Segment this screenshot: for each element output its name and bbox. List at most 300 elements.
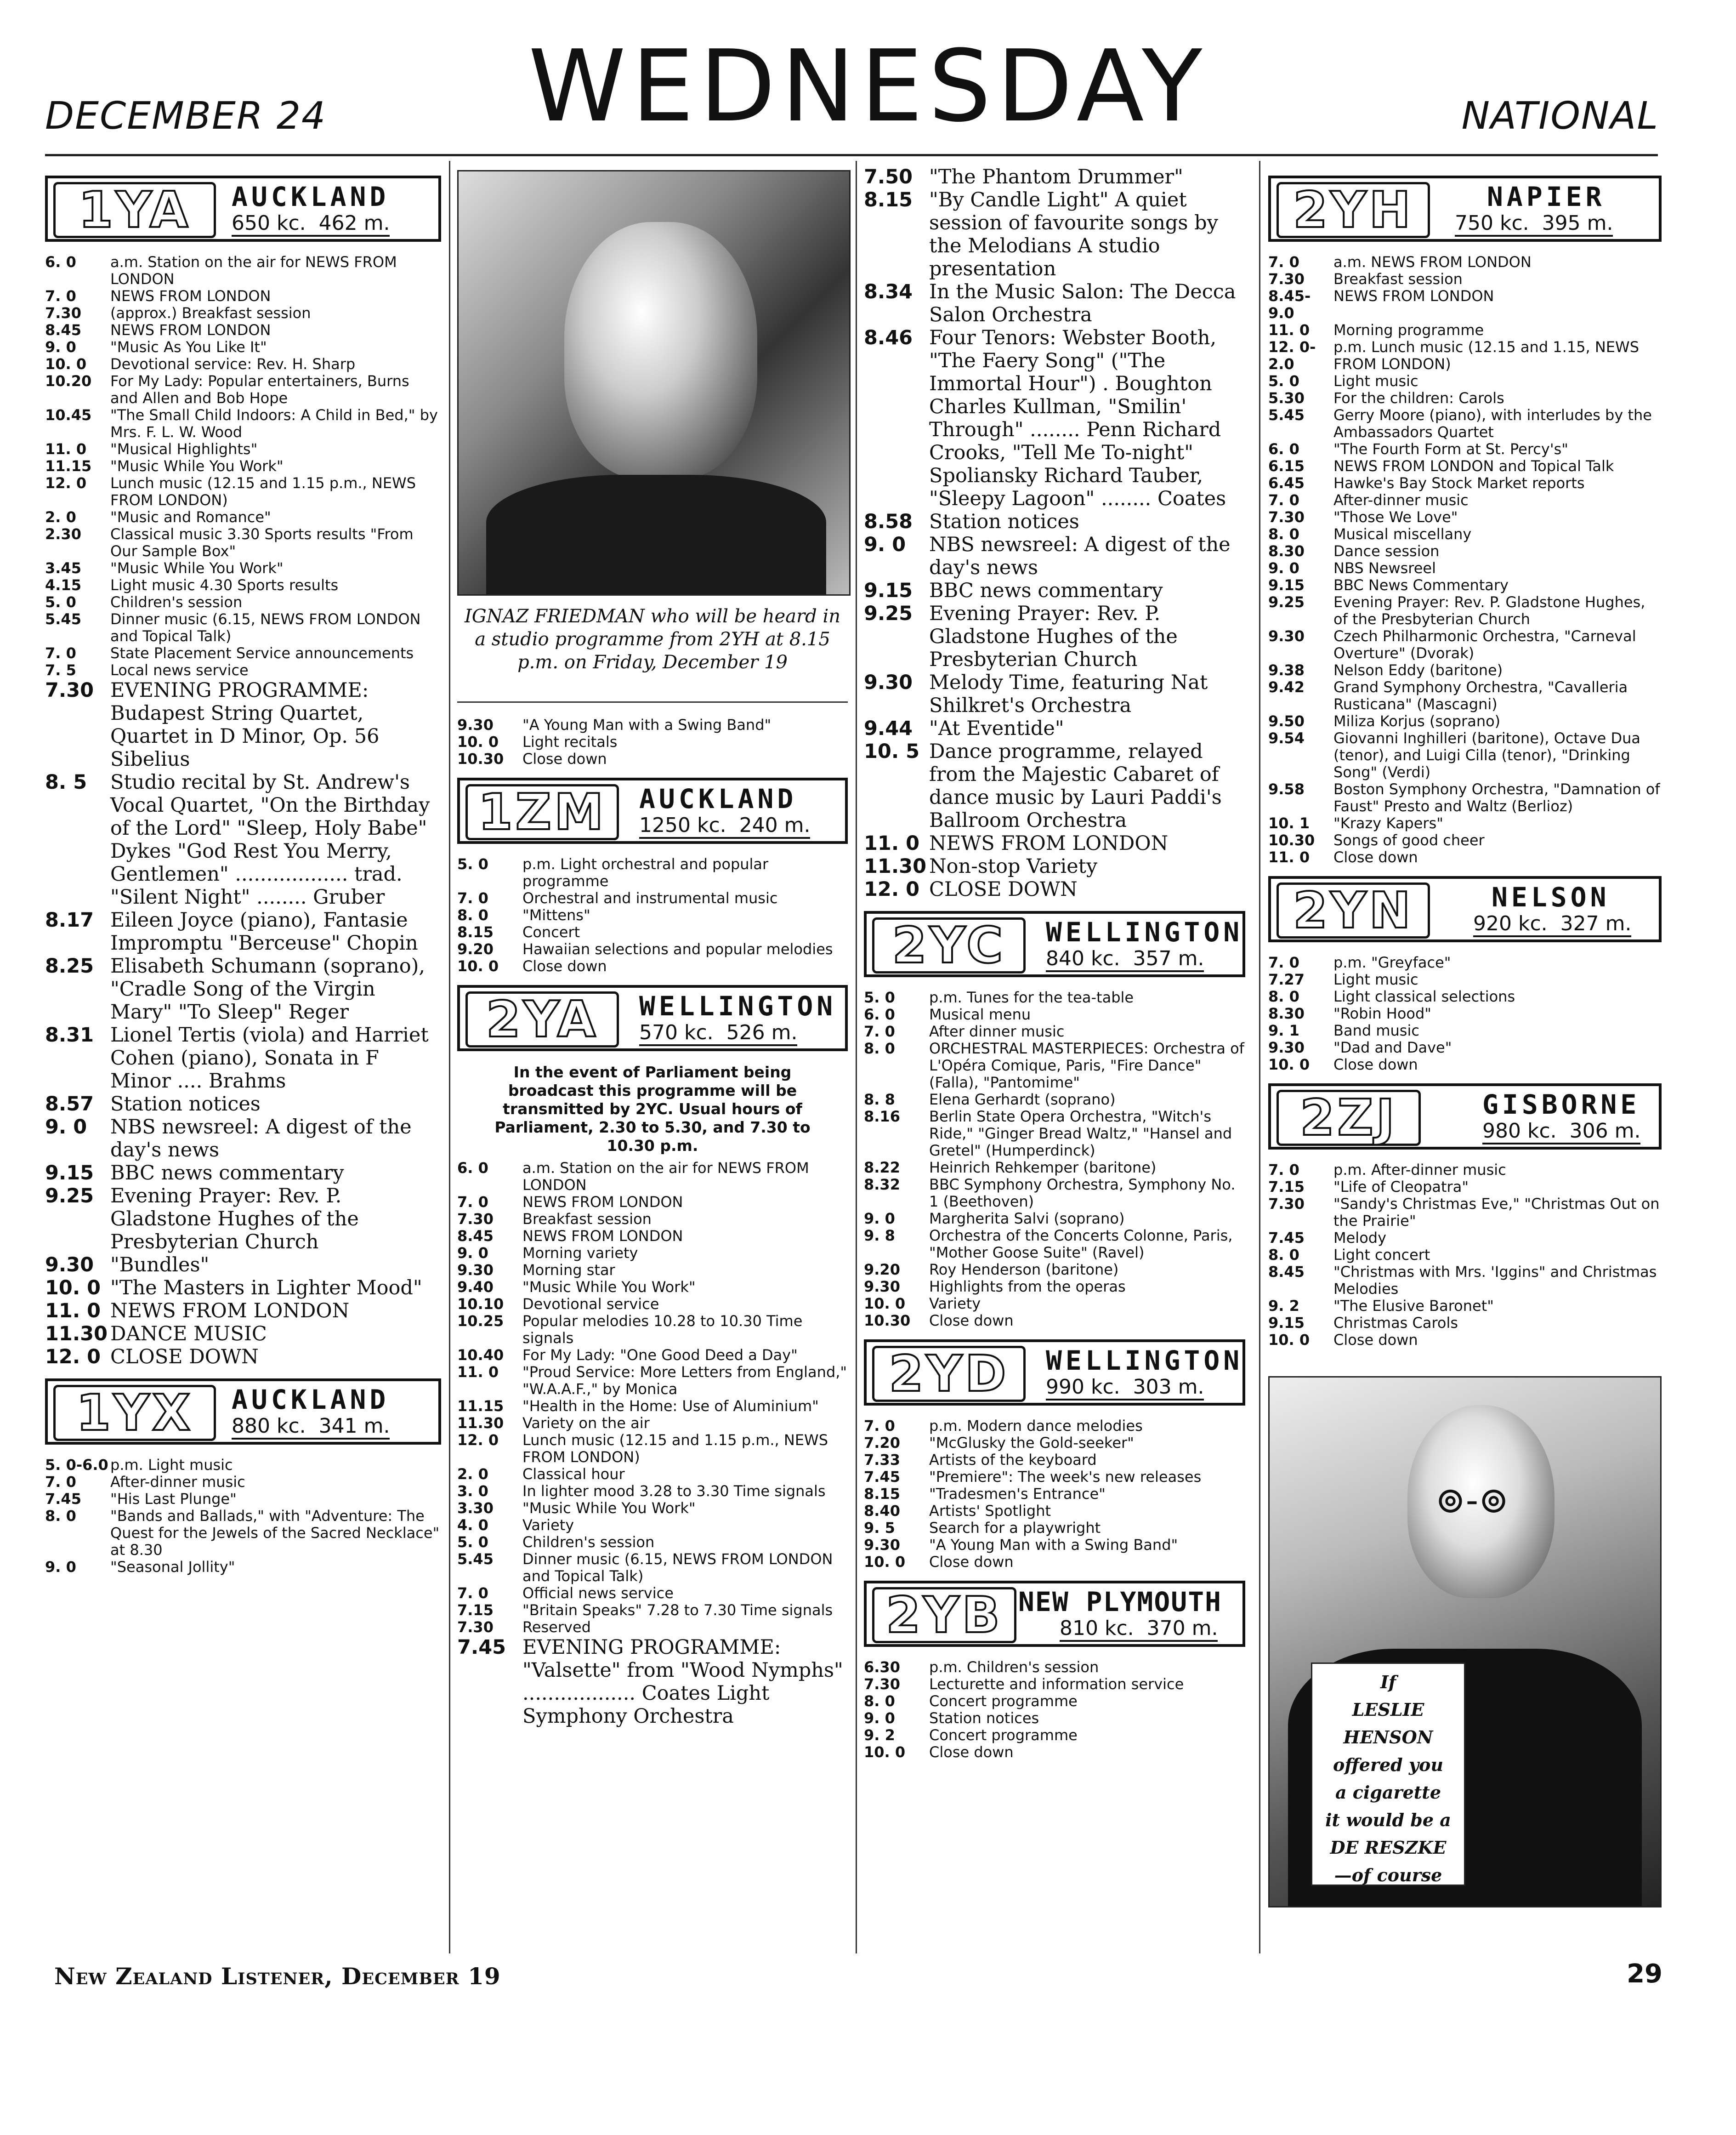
programme-entry [864, 832, 1245, 855]
programme-title: Variety [522, 1516, 574, 1534]
programme-entry [45, 594, 441, 611]
programme-title: "Premiere": The week's new releases [929, 1468, 1202, 1486]
programme-title: Concert programme [929, 1726, 1078, 1744]
programme-time: 9.15 [45, 1161, 94, 1184]
programme-time: 11.15 [457, 1397, 504, 1415]
programme-entry [864, 1006, 1245, 1023]
programme-entry [864, 1176, 1245, 1210]
programme-time: 5.45 [45, 610, 81, 628]
programme-time: 9.38 [1268, 661, 1305, 679]
programme-title: Elena Gerhardt (soprano) [929, 1091, 1116, 1108]
programme-title: NBS newsreel: A digest of the day's news [110, 1116, 412, 1161]
programme-time: 7.30 [457, 1210, 494, 1228]
programme-time: 8.45 [45, 321, 81, 339]
programme-title: Light music [1333, 372, 1418, 390]
programme-time: 7. 0 [1268, 1161, 1299, 1179]
programme-title: "Krazy Kapers" [1333, 814, 1443, 832]
station-frequency: 810 kc. 370 m. [1060, 1617, 1218, 1642]
programme-time: 7.50 [864, 165, 913, 188]
station-logo: 2YA [465, 991, 619, 1048]
programme-title: BBC news commentary [110, 1161, 344, 1184]
programme-time: 8.16 [864, 1108, 900, 1125]
programme-title: Station notices [929, 1709, 1039, 1727]
programme-title: Nelson Eddy (baritone) [1333, 661, 1503, 679]
programme-entry [457, 1534, 848, 1551]
programme-title: "Tradesmen's Entrance" [929, 1485, 1106, 1503]
evening-programme-1ya [45, 679, 441, 1368]
programme-time: 10.30 [457, 750, 504, 768]
programme-entry [457, 1483, 848, 1500]
programme-time: 8.17 [45, 909, 94, 932]
programme-title: Search for a playwright [929, 1519, 1101, 1537]
programme-title: NEWS FROM LONDON [522, 1227, 683, 1245]
programme-title: Classical hour [522, 1465, 625, 1483]
programme-title: Margherita Salvi (soprano) [929, 1210, 1125, 1227]
programme-title: "Dad and Dave" [1333, 1039, 1452, 1056]
programme-time: 12. 0 [45, 1345, 101, 1368]
programme-entry [864, 1520, 1245, 1537]
programme-entry [864, 1210, 1245, 1227]
programme-list-2yn [1268, 954, 1662, 1073]
programme-title: "At Eventide" [929, 717, 1064, 740]
column-divider [1259, 161, 1260, 1953]
programme-title: EVENING PROGRAMME: "Valsette" from "Wood Nymphs" .................. Coates Light Symphony Orchestra [522, 1636, 843, 1728]
programme-entry [45, 1184, 441, 1253]
programme-title: "Christmas with Mrs. 'Iggins" and Christmas Melodies [1333, 1263, 1657, 1298]
programme-time: 9.30 [1268, 627, 1305, 645]
programme-entry [457, 941, 848, 958]
programme-title: Popular melodies 10.28 to 10.30 Time signals [522, 1312, 803, 1347]
header-rule [45, 154, 1658, 156]
programme-time: 3.30 [457, 1499, 494, 1517]
programme-time: 8.46 [864, 326, 913, 349]
programme-title: Local news service [110, 661, 249, 679]
advert-line: DE RESZKE [1330, 1837, 1447, 1858]
programme-entry [457, 856, 848, 890]
programme-title: After-dinner music [110, 1473, 245, 1491]
programme-entry [457, 907, 848, 924]
programme-title: Breakfast session [522, 1210, 652, 1228]
programme-time: 10.30 [864, 1312, 911, 1329]
programme-entry [864, 1503, 1245, 1520]
programme-time: 7.20 [864, 1434, 900, 1452]
programme-entry [457, 1619, 848, 1636]
programme-time: 6.15 [1268, 457, 1305, 475]
programme-title: Light music [1333, 971, 1418, 988]
programme-list-2zj [1268, 1161, 1662, 1349]
programme-time: 9.20 [864, 1261, 900, 1278]
programme-entry [864, 717, 1245, 740]
station-city: GISBORNE [1482, 1089, 1640, 1120]
programme-time: 11.30 [864, 855, 927, 878]
programme-time: 8.31 [45, 1024, 94, 1047]
programme-title: For the children: Carols [1333, 389, 1504, 407]
advert-line: HENSON [1343, 1727, 1433, 1748]
programme-time: 7. 0 [1268, 253, 1299, 271]
programme-title: BBC Symphony Orchestra, Symphony No. 1 (Beethoven) [929, 1176, 1236, 1210]
station-logo: 2YB [872, 1587, 1016, 1643]
advert-line: it would be a [1325, 1810, 1451, 1830]
programme-time: 9.50 [1268, 712, 1305, 730]
programme-title: Studio recital by St. Andrew's Vocal Quartet, "On the Birthday of the Lord" "Sleep, Holy Babe" Dykes "God Rest You Merry, Gentlemen" .................. trad. "Silent Night" ........ Gruber [110, 771, 430, 909]
programme-title: "Those We Love" [1333, 508, 1458, 526]
programme-title: Variety [929, 1295, 981, 1312]
programme-entry [457, 1211, 848, 1228]
programme-time: 10. 5 [864, 740, 920, 763]
programme-entry [45, 955, 441, 1024]
programme-title: For My Lady: "One Good Deed a Day" [522, 1346, 798, 1364]
programme-title: Close down [522, 750, 607, 768]
advert-line: —of course [1334, 1865, 1442, 1885]
programme-title: Morning programme [1333, 321, 1484, 339]
programme-time: 7.15 [1268, 1178, 1305, 1196]
programme-time: 9.15 [1268, 1314, 1305, 1332]
programme-time: 8.45 [457, 1227, 494, 1245]
programme-time: 7.45 [1268, 1229, 1305, 1247]
programme-title: p.m. Light orchestral and popular programme [522, 855, 769, 890]
programme-entry [457, 1296, 848, 1313]
programme-title: Children's session [522, 1533, 655, 1551]
programme-entry [45, 1253, 441, 1276]
station-city: NEW PLYMOUTH [1018, 1586, 1222, 1617]
programme-time: 8.30 [1268, 542, 1305, 560]
programme-title: "Health in the Home: Use of Aluminium" [522, 1397, 819, 1415]
programme-entry [45, 288, 441, 305]
programme-title: p.m. Light music [110, 1456, 233, 1474]
programme-title: Lionel Tertis (viola) and Harriet Cohen (piano), Sonata in F Minor .... Brahms [110, 1024, 429, 1093]
programme-entry [45, 1491, 441, 1508]
station-city: WELLINGTON [1046, 917, 1243, 948]
programme-entry [45, 407, 441, 441]
programme-title: a.m. Station on the air for NEWS FROM LONDON [522, 1159, 809, 1194]
programme-time: 9.15 [1268, 576, 1305, 594]
programme-entry [864, 1040, 1245, 1091]
programme-title: In the Music Salon: The Decca Salon Orchestra [929, 280, 1236, 326]
programme-time: 11. 0 [864, 832, 920, 855]
programme-entry [457, 1194, 848, 1211]
programme-title: Eileen Joyce (piano), Fantasie Impromptu "Berceuse" Chopin [110, 909, 418, 955]
programme-entry [457, 717, 848, 734]
programme-time: 10. 0 [1268, 1331, 1310, 1349]
programme-time: 12. 0 [864, 878, 920, 901]
station-frequency: 880 kc. 341 m. [232, 1414, 390, 1440]
station-frequency: 570 kc. 526 m. [639, 1021, 797, 1046]
programme-entry [864, 1435, 1245, 1452]
programme-time: 7.30 [864, 1675, 900, 1693]
programme-time: 11. 0 [1268, 321, 1310, 339]
programme-title: Lunch music (12.15 and 1.15 p.m., NEWS FROM LONDON) [522, 1431, 828, 1466]
programme-title: a.m. NEWS FROM LONDON [1333, 253, 1532, 271]
programme-time: 8. 5 [45, 771, 87, 794]
station-frequency: 840 kc. 357 m. [1046, 947, 1204, 972]
programme-title: Official news service [522, 1584, 674, 1602]
programme-title: Lecturette and information service [929, 1675, 1184, 1693]
programme-time: 9.25 [45, 1184, 94, 1207]
programme-time: 10. 0 [45, 355, 87, 373]
programme-title: After-dinner music [1333, 491, 1469, 509]
programme-title: NEWS FROM LONDON [929, 832, 1169, 855]
programme-title: "Bundles" [110, 1253, 210, 1276]
programme-title: "His Last Plunge" [110, 1490, 237, 1508]
programme-time: 11. 0 [457, 1363, 499, 1381]
programme-entry [457, 890, 848, 907]
programme-list-2yc [864, 989, 1245, 1329]
programme-entry [864, 1159, 1245, 1176]
station-header-2ya [457, 985, 848, 1051]
programme-entry [1268, 441, 1662, 458]
programme-entry [1268, 1056, 1662, 1073]
programme-time: 7.45 [457, 1636, 506, 1659]
programme-title: Czech Philharmonic Orchestra, "Carneval Overture" (Dvorak) [1333, 627, 1636, 662]
programme-time: 8.15 [864, 188, 913, 211]
programme-time: 7.27 [1268, 971, 1305, 988]
programme-time: 2. 0 [457, 1465, 488, 1483]
programme-title: Songs of good cheer [1333, 831, 1485, 849]
programme-entry [457, 1347, 848, 1364]
programme-entry [45, 1559, 441, 1576]
station-header-2yn [1268, 876, 1662, 942]
programme-title: Artists' Spotlight [929, 1502, 1051, 1520]
station-frequency: 980 kc. 306 m. [1482, 1119, 1640, 1144]
programme-title: Melody [1333, 1229, 1387, 1247]
station-city: WELLINGTON [1046, 1345, 1243, 1376]
programme-title: "Music While You Work" [522, 1278, 696, 1296]
programme-title: BBC news commentary [929, 579, 1163, 602]
programme-time: 8.15 [864, 1485, 900, 1503]
programme-title: Dance session [1333, 542, 1440, 560]
programme-list-1zm [457, 856, 848, 975]
programme-entry [1268, 971, 1662, 988]
programme-entry [457, 734, 848, 751]
advert-text [1311, 1662, 1465, 1886]
programme-entry [457, 1262, 848, 1279]
programme-entry [1268, 781, 1662, 815]
programme-entry [1268, 1179, 1662, 1196]
programme-entry [1268, 954, 1662, 971]
programme-time: 9.42 [1268, 678, 1305, 696]
programme-title: "Sandy's Christmas Eve," "Christmas Out on the Prairie" [1333, 1195, 1660, 1230]
programme-time: 9.15 [864, 579, 913, 602]
station-logo: 1YX [53, 1385, 216, 1441]
programme-title: Miliza Korjus (soprano) [1333, 712, 1501, 730]
station-frequency: 1250 kc. 240 m. [639, 814, 810, 839]
programme-entry [864, 1261, 1245, 1278]
programme-time: 12. 0-2.0 [1268, 338, 1316, 373]
station-header-1ya [45, 176, 441, 242]
programme-entry [1268, 730, 1662, 781]
programme-time: 5. 0 [864, 989, 895, 1006]
programme-entry [864, 1554, 1245, 1571]
programme-title: Light concert [1333, 1246, 1430, 1264]
programme-entry [457, 1432, 848, 1466]
programme-entry [864, 1469, 1245, 1486]
programme-time: 6. 0 [1268, 440, 1299, 458]
programme-title: "The Phantom Drummer" [929, 165, 1183, 188]
programme-time: 9. 0 [864, 1709, 895, 1727]
programme-time: 9. 2 [1268, 1297, 1299, 1315]
programme-title: Devotional service [522, 1295, 659, 1313]
station-city: WELLINGTON [639, 991, 837, 1022]
programme-time: 11.30 [45, 1322, 108, 1345]
programme-time: 7.30 [45, 679, 94, 702]
programme-time: 9. 0 [45, 1116, 87, 1139]
programme-entry [457, 1228, 848, 1245]
station-header-2yb [864, 1581, 1245, 1647]
programme-time: 8. 0 [864, 1040, 895, 1057]
programme-entry [457, 1551, 848, 1585]
programme-entry [45, 305, 441, 322]
programme-time: 12. 0 [457, 1431, 499, 1449]
programme-title: p.m. Modern dance melodies [929, 1417, 1143, 1435]
programme-title: Breakfast session [1333, 270, 1463, 288]
station-logo: 2YD [872, 1346, 1026, 1402]
programme-time: 8.30 [1268, 1005, 1305, 1022]
programme-title: CLOSE DOWN [110, 1345, 259, 1368]
programme-entry [864, 1023, 1245, 1040]
programme-title: Lunch music (12.15 and 1.15 p.m., NEWS FROM LONDON) [110, 474, 416, 509]
programme-entry [45, 679, 441, 771]
programme-title: "Britain Speaks" 7.28 to 7.30 Time signals [522, 1601, 833, 1619]
programme-time: 7.30 [457, 1618, 494, 1636]
programme-time: 7. 0 [864, 1023, 895, 1040]
programme-entry [45, 1116, 441, 1161]
programme-entry [45, 1508, 441, 1559]
programme-time: 9. 0 [457, 1244, 488, 1262]
programme-entry [45, 645, 441, 662]
programme-time: 10. 0 [864, 1743, 906, 1761]
station-header-2yh [1268, 176, 1662, 242]
programme-title: Dance programme, relayed from the Majestic Cabaret of dance music by Lauri Paddi's Ballroom Orchestra [929, 740, 1222, 832]
programme-title: Grand Symphony Orchestra, "Cavalleria Rusticana" (Mascagni) [1333, 678, 1628, 713]
programme-title: Band music [1333, 1022, 1419, 1039]
programme-time: 9. 2 [864, 1726, 895, 1744]
programme-title: Berlin State Opera Orchestra, "Witch's Ride," "Ginger Bread Waltz," "Hansel and Gretel" (Humperdinck) [929, 1108, 1232, 1159]
programme-time: 10.45 [45, 406, 92, 424]
programme-title: Variety on the air [522, 1414, 650, 1432]
programme-time: 5.45 [457, 1550, 494, 1568]
programme-list-2ya-continued [864, 165, 1245, 901]
programme-entry [45, 1474, 441, 1491]
programme-list-2yb [864, 1659, 1245, 1761]
programme-time: 6.45 [1268, 474, 1305, 492]
programme-time: 3. 0 [457, 1482, 488, 1500]
programme-entry [1268, 390, 1662, 407]
programme-title: Light classical selections [1333, 988, 1515, 1005]
programme-title: "Proud Service: More Letters from England," "W.A.A.F.," by Monica [522, 1363, 847, 1398]
station-logo: 1YA [53, 182, 216, 238]
programme-time: 7. 0 [864, 1417, 895, 1435]
programme-title: (approx.) Breakfast session [110, 304, 311, 322]
programme-entry [45, 441, 441, 458]
programme-title: Close down [1333, 1331, 1418, 1349]
programme-title: Orchestral and instrumental music [522, 889, 778, 907]
footer-publication: New Zealand Listener, December 19 [54, 1963, 501, 1990]
programme-title: Close down [929, 1743, 1014, 1761]
programme-entry [45, 1345, 441, 1368]
programme-entry [45, 1322, 441, 1345]
programme-time: 10. 0 [864, 1553, 906, 1571]
programme-title: NEWS FROM LONDON and Topical Talk [1333, 457, 1614, 475]
programme-title: Morning star [522, 1261, 615, 1279]
programme-entry [864, 280, 1245, 326]
programme-title: In lighter mood 3.28 to 3.30 Time signals [522, 1482, 826, 1500]
programme-time: 6. 0 [864, 1006, 895, 1023]
programme-title: p.m. Lunch music (12.15 and 1.15, NEWS FROM LONDON) [1333, 338, 1639, 373]
programme-time: 9. 0 [45, 1558, 76, 1576]
programme-title: Concert programme [929, 1692, 1078, 1710]
programme-time: 6.30 [864, 1658, 900, 1676]
programme-time: 8. 0 [45, 1507, 76, 1525]
programme-title: NEWS FROM LONDON [110, 1299, 350, 1322]
programme-list-2yh [1268, 254, 1662, 866]
programme-entry [45, 1161, 441, 1184]
programme-time: 6. 0 [457, 1159, 488, 1177]
station-header-2zj [1268, 1083, 1662, 1150]
programme-entry [864, 510, 1245, 533]
programme-entry [1268, 271, 1662, 288]
programme-title: EVENING PROGRAMME: Budapest String Quartet, Quartet in D Minor, Op. 56 Sibelius [110, 679, 380, 771]
programme-entry [45, 611, 441, 645]
programme-entry [457, 958, 848, 975]
programme-time: 8. 0 [1268, 988, 1299, 1005]
programme-entry [45, 458, 441, 475]
programme-entry [864, 1278, 1245, 1295]
programme-time: 10. 0 [1268, 1056, 1310, 1073]
station-logo: 2YN [1276, 882, 1430, 939]
programme-list-1yx-continued [457, 717, 848, 768]
station-city: NAPIER [1487, 181, 1606, 212]
programme-title: NBS Newsreel [1333, 559, 1436, 577]
programme-time: 12. 0 [45, 474, 87, 492]
programme-entry [457, 1636, 848, 1728]
station-frequency: 750 kc. 395 m. [1455, 211, 1613, 237]
programme-title: Artists of the keyboard [929, 1451, 1097, 1469]
programme-entry [457, 1364, 848, 1398]
advert-line: offered you [1333, 1754, 1443, 1775]
programme-time: 8.58 [864, 510, 913, 533]
programme-time: 7.45 [864, 1468, 900, 1486]
programme-time: 10. 0 [457, 733, 499, 751]
programme-entry [1268, 679, 1662, 713]
programme-time: 10. 1 [1268, 814, 1310, 832]
programme-title: p.m. Children's session [929, 1658, 1099, 1676]
programme-entry [864, 1693, 1245, 1710]
programme-time: 8. 0 [1268, 525, 1299, 543]
programme-time: 7. 0 [457, 889, 488, 907]
programme-entry [1268, 815, 1662, 832]
programme-entry [1268, 594, 1662, 628]
programme-entry [1268, 543, 1662, 560]
programme-title: Classical music 3.30 Sports results "From Our Sample Box" [110, 525, 414, 560]
programme-entry [864, 1295, 1245, 1312]
programme-entry [1268, 526, 1662, 543]
programme-time: 7. 0 [45, 644, 76, 662]
programme-title: Evening Prayer: Rev. P. Gladstone Hughes, of the Presbyterian Church [1333, 593, 1645, 628]
photo-caption: IGNAZ FRIEDMAN who will be heard in a studio programme from 2YH at 8.15 p.m. on Friday, December 19 [464, 606, 841, 673]
station-logo: 2YC [872, 917, 1026, 974]
programme-title: Close down [929, 1553, 1014, 1571]
programme-title: p.m. "Greyface" [1333, 954, 1451, 971]
programme-entry [457, 751, 848, 768]
programme-time: 10.25 [457, 1312, 504, 1330]
programme-entry [45, 662, 441, 679]
programme-title: Station notices [110, 1093, 261, 1116]
programme-entry [1268, 849, 1662, 866]
programme-time: 10. 0 [864, 1295, 906, 1312]
programme-list-1yx [45, 1457, 441, 1576]
programme-time: 8. 0 [1268, 1246, 1299, 1264]
programme-time: 10.20 [45, 372, 92, 390]
